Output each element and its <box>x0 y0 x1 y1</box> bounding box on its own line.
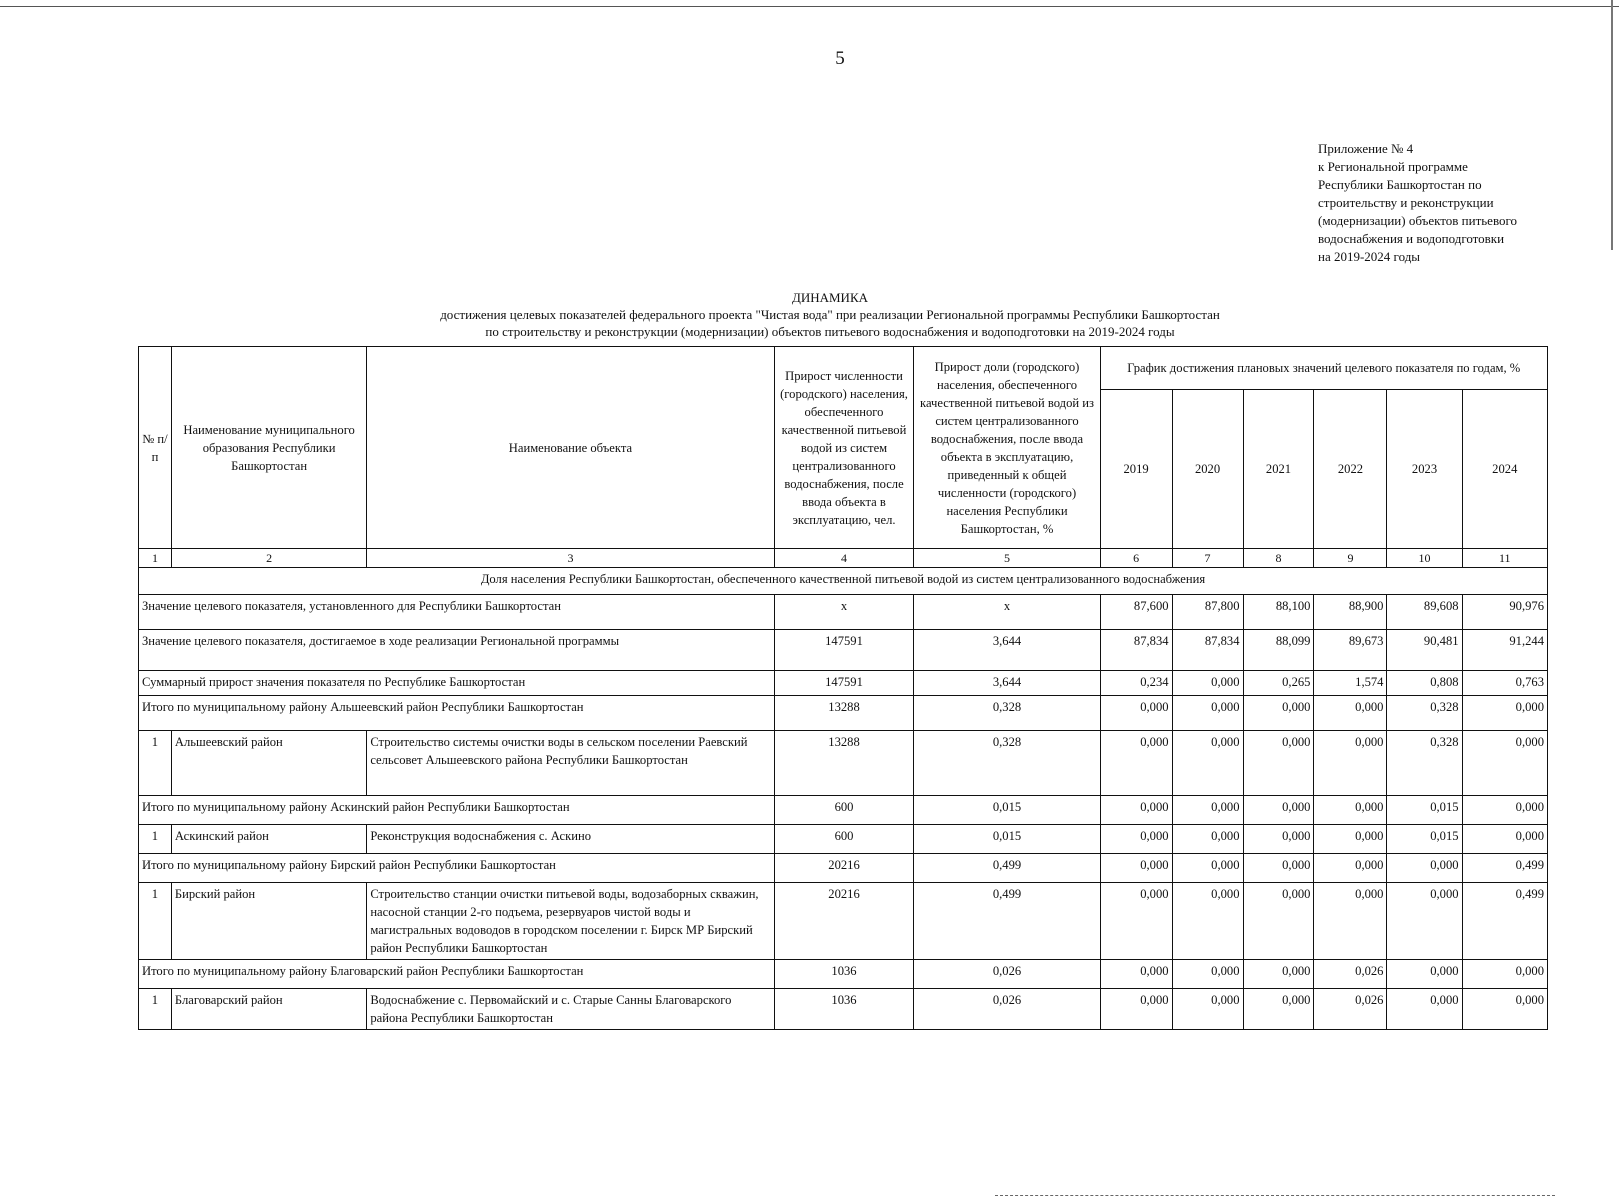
summary-year-value: 1,574 <box>1314 671 1387 696</box>
object-pop: 13288 <box>774 731 914 796</box>
scan-bottom-edge <box>995 1195 1555 1197</box>
object-year: 0,000 <box>1243 825 1314 854</box>
object-name: Водоснабжение с. Первомайский и с. Старые Санны Благоварского района Республики Башкортостан <box>367 989 774 1030</box>
object-num: 1 <box>139 989 172 1030</box>
summary-year-value: 0,808 <box>1387 671 1462 696</box>
object-share: 0,328 <box>914 731 1100 796</box>
summary-year-value: 87,834 <box>1100 630 1172 671</box>
column-number: 1 <box>139 549 172 568</box>
col-header-object: Наименование объекта <box>367 347 774 549</box>
object-year: 0,000 <box>1100 883 1172 960</box>
summary-pop: x <box>774 595 914 630</box>
object-year: 0,015 <box>1387 825 1462 854</box>
district-total-year: 0,000 <box>1172 960 1243 989</box>
district-total-year: 0,328 <box>1387 696 1462 731</box>
object-share: 0,026 <box>914 989 1100 1030</box>
district-total-pop: 600 <box>774 796 914 825</box>
district-total-share: 0,015 <box>914 796 1100 825</box>
column-number: 5 <box>914 549 1100 568</box>
district-total-year: 0,000 <box>1243 696 1314 731</box>
district-total-year: 0,000 <box>1100 696 1172 731</box>
object-pop: 600 <box>774 825 914 854</box>
district-total-year: 0,000 <box>1387 960 1462 989</box>
district-total-label: Итого по муниципальному району Альшеевский район Республики Башкортостан <box>139 696 775 731</box>
district-total-row <box>139 854 1548 883</box>
object-year: 0,000 <box>1172 883 1243 960</box>
object-name: Реконструкция водоснабжения с. Аскино <box>367 825 774 854</box>
column-number: 8 <box>1243 549 1314 568</box>
district-total-label: Итого по муниципальному району Благоварский район Республики Башкортостан <box>139 960 775 989</box>
object-municipality: Благоварский район <box>171 989 366 1030</box>
summary-share: 3,644 <box>914 671 1100 696</box>
summary-row-achieved <box>139 630 1548 671</box>
column-number: 9 <box>1314 549 1387 568</box>
column-number: 4 <box>774 549 914 568</box>
district-total-year: 0,000 <box>1172 854 1243 883</box>
district-total-label: Итого по муниципальному району Аскинский район Республики Башкортостан <box>139 796 775 825</box>
summary-share: 3,644 <box>914 630 1100 671</box>
year-header: 2022 <box>1314 390 1387 549</box>
object-municipality: Аскинский район <box>171 825 366 854</box>
object-year: 0,499 <box>1462 883 1547 960</box>
document-heading <box>300 289 1360 340</box>
object-num: 1 <box>139 825 172 854</box>
scan-top-edge <box>0 6 1619 7</box>
district-total-row <box>139 696 1548 731</box>
col-header-growth-pop: Прирост численности (городского) населения, обеспеченного качественной питьевой водой из систем централизованного водоснабжения, после ввода объекта в эксплуатацию, чел. <box>774 347 914 549</box>
column-number: 10 <box>1387 549 1462 568</box>
summary-pop: 147591 <box>774 630 914 671</box>
section-title: Доля населения Республики Башкортостан, обеспеченного качественной питьевой водой из систем централизованного водоснабжения <box>139 568 1548 595</box>
summary-year-value: 87,600 <box>1100 595 1172 630</box>
summary-year-value: 0,763 <box>1462 671 1547 696</box>
district-total-year: 0,000 <box>1314 796 1387 825</box>
district-total-year: 0,000 <box>1100 854 1172 883</box>
page-number: 5 <box>835 48 845 69</box>
district-total-pop: 1036 <box>774 960 914 989</box>
indicators-table <box>138 346 1548 1030</box>
object-year: 0,000 <box>1314 731 1387 796</box>
object-year: 0,000 <box>1243 731 1314 796</box>
summary-share: x <box>914 595 1100 630</box>
district-total-year: 0,026 <box>1314 960 1387 989</box>
district-total-pop: 20216 <box>774 854 914 883</box>
year-header: 2024 <box>1462 390 1547 549</box>
object-year: 0,000 <box>1172 731 1243 796</box>
object-num: 1 <box>139 883 172 960</box>
district-total-year: 0,015 <box>1387 796 1462 825</box>
district-total-share: 0,026 <box>914 960 1100 989</box>
summary-year-value: 91,244 <box>1462 630 1547 671</box>
summary-year-value: 89,673 <box>1314 630 1387 671</box>
heading-line-1: достижения целевых показателей федерального проекта "Чистая вода" при реализации Региональной программы Республики Башкортостан <box>440 307 1220 322</box>
object-year: 0,000 <box>1314 883 1387 960</box>
district-total-year: 0,000 <box>1172 796 1243 825</box>
summary-year-value: 88,099 <box>1243 630 1314 671</box>
district-total-share: 0,328 <box>914 696 1100 731</box>
object-row <box>139 883 1548 960</box>
summary-year-value: 0,234 <box>1100 671 1172 696</box>
object-year: 0,000 <box>1462 989 1547 1030</box>
district-total-year: 0,000 <box>1462 960 1547 989</box>
district-total-row <box>139 796 1548 825</box>
column-number: 2 <box>171 549 366 568</box>
column-number: 11 <box>1462 549 1547 568</box>
year-header: 2021 <box>1243 390 1314 549</box>
year-header: 2020 <box>1172 390 1243 549</box>
object-share: 0,499 <box>914 883 1100 960</box>
district-total-year: 0,000 <box>1314 696 1387 731</box>
object-year: 0,000 <box>1462 825 1547 854</box>
object-num: 1 <box>139 731 172 796</box>
object-year: 0,000 <box>1100 989 1172 1030</box>
scan-right-edge <box>1611 0 1613 250</box>
object-row <box>139 731 1548 796</box>
object-name: Строительство системы очистки воды в сельском поселении Раевский сельсовет Альшеевского района Республики Башкортостан <box>367 731 774 796</box>
summary-year-value: 90,976 <box>1462 595 1547 630</box>
object-share: 0,015 <box>914 825 1100 854</box>
object-year: 0,000 <box>1100 825 1172 854</box>
object-year: 0,000 <box>1243 883 1314 960</box>
column-number: 7 <box>1172 549 1243 568</box>
district-total-row <box>139 960 1548 989</box>
column-number: 6 <box>1100 549 1172 568</box>
heading-title: ДИНАМИКА <box>791 290 869 305</box>
object-year: 0,000 <box>1172 989 1243 1030</box>
summary-year-value: 89,608 <box>1387 595 1462 630</box>
col-header-growth-share: Прирост доли (городского) населения, обеспеченного качественной питьевой водой из систем централизованного водоснабжения, после ввода объекта в эксплуатацию, приведенный к общей численности (городского) населения Республики Башкортостан, % <box>914 347 1100 549</box>
district-total-pop: 13288 <box>774 696 914 731</box>
col-header-num: № п/п <box>139 347 172 549</box>
district-total-year: 0,000 <box>1314 854 1387 883</box>
object-pop: 1036 <box>774 989 914 1030</box>
summary-year-value: 87,834 <box>1172 630 1243 671</box>
object-row <box>139 825 1548 854</box>
summary-label: Суммарный прирост значения показателя по Республике Башкортостан <box>139 671 775 696</box>
summary-year-value: 87,800 <box>1172 595 1243 630</box>
summary-year-value: 90,481 <box>1387 630 1462 671</box>
year-header: 2023 <box>1387 390 1462 549</box>
object-year: 0,000 <box>1387 883 1462 960</box>
object-row <box>139 989 1548 1030</box>
district-total-share: 0,499 <box>914 854 1100 883</box>
summary-label: Значение целевого показателя, достигаемое в ходе реализации Региональной программы <box>139 630 775 671</box>
heading-line-2: по строительству и реконструкции (модернизации) объектов питьевого водоснабжения и водоподготовки на 2019-2024 годы <box>485 324 1175 339</box>
district-total-year: 0,000 <box>1243 796 1314 825</box>
summary-label: Значение целевого показателя, установленного для Республики Башкортостан <box>139 595 775 630</box>
appendix-note: Приложение № 4 к Региональной программе Республики Башкортостан по строительству и реконструкции (модернизации) объектов питьевого водоснабжения и водоподготовки на 2019-2024 годы <box>1318 141 1518 264</box>
object-municipality: Альшеевский район <box>171 731 366 796</box>
object-year: 0,000 <box>1172 825 1243 854</box>
district-total-year: 0,000 <box>1100 796 1172 825</box>
object-year: 0,026 <box>1314 989 1387 1030</box>
district-total-year: 0,000 <box>1243 854 1314 883</box>
section-row <box>139 568 1548 595</box>
col-header-municipality: Наименование муниципального образования Республики Башкортостан <box>171 347 366 549</box>
district-total-year: 0,499 <box>1462 854 1547 883</box>
column-numbers-row <box>139 549 1548 568</box>
summary-pop: 147591 <box>774 671 914 696</box>
district-total-year: 0,000 <box>1387 854 1462 883</box>
object-pop: 20216 <box>774 883 914 960</box>
column-number: 3 <box>367 549 774 568</box>
district-total-label: Итого по муниципальному району Бирский район Республики Башкортостан <box>139 854 775 883</box>
district-total-year: 0,000 <box>1462 796 1547 825</box>
object-year: 0,000 <box>1387 989 1462 1030</box>
object-year: 0,000 <box>1100 731 1172 796</box>
district-total-year: 0,000 <box>1172 696 1243 731</box>
object-name: Строительство станции очистки питьевой воды, водозаборных скважин, насосной станции 2-го подъема, резервуаров чистой воды и магистральных водоводов в городском поселении г. Бирск МР Бирский район Республики Башкортостан <box>367 883 774 960</box>
summary-year-value: 88,900 <box>1314 595 1387 630</box>
col-header-schedule: График достижения плановых значений целевого показателя по годам, % <box>1100 347 1547 390</box>
summary-row-growth <box>139 671 1548 696</box>
year-header: 2019 <box>1100 390 1172 549</box>
object-year: 0,000 <box>1462 731 1547 796</box>
object-year: 0,000 <box>1314 825 1387 854</box>
summary-year-value: 0,000 <box>1172 671 1243 696</box>
district-total-year: 0,000 <box>1100 960 1172 989</box>
object-year: 0,000 <box>1243 989 1314 1030</box>
header-row <box>139 347 1548 390</box>
summary-year-value: 88,100 <box>1243 595 1314 630</box>
district-total-year: 0,000 <box>1243 960 1314 989</box>
object-municipality: Бирский район <box>171 883 366 960</box>
object-year: 0,328 <box>1387 731 1462 796</box>
summary-row-target <box>139 595 1548 630</box>
summary-year-value: 0,265 <box>1243 671 1314 696</box>
district-total-year: 0,000 <box>1462 696 1547 731</box>
